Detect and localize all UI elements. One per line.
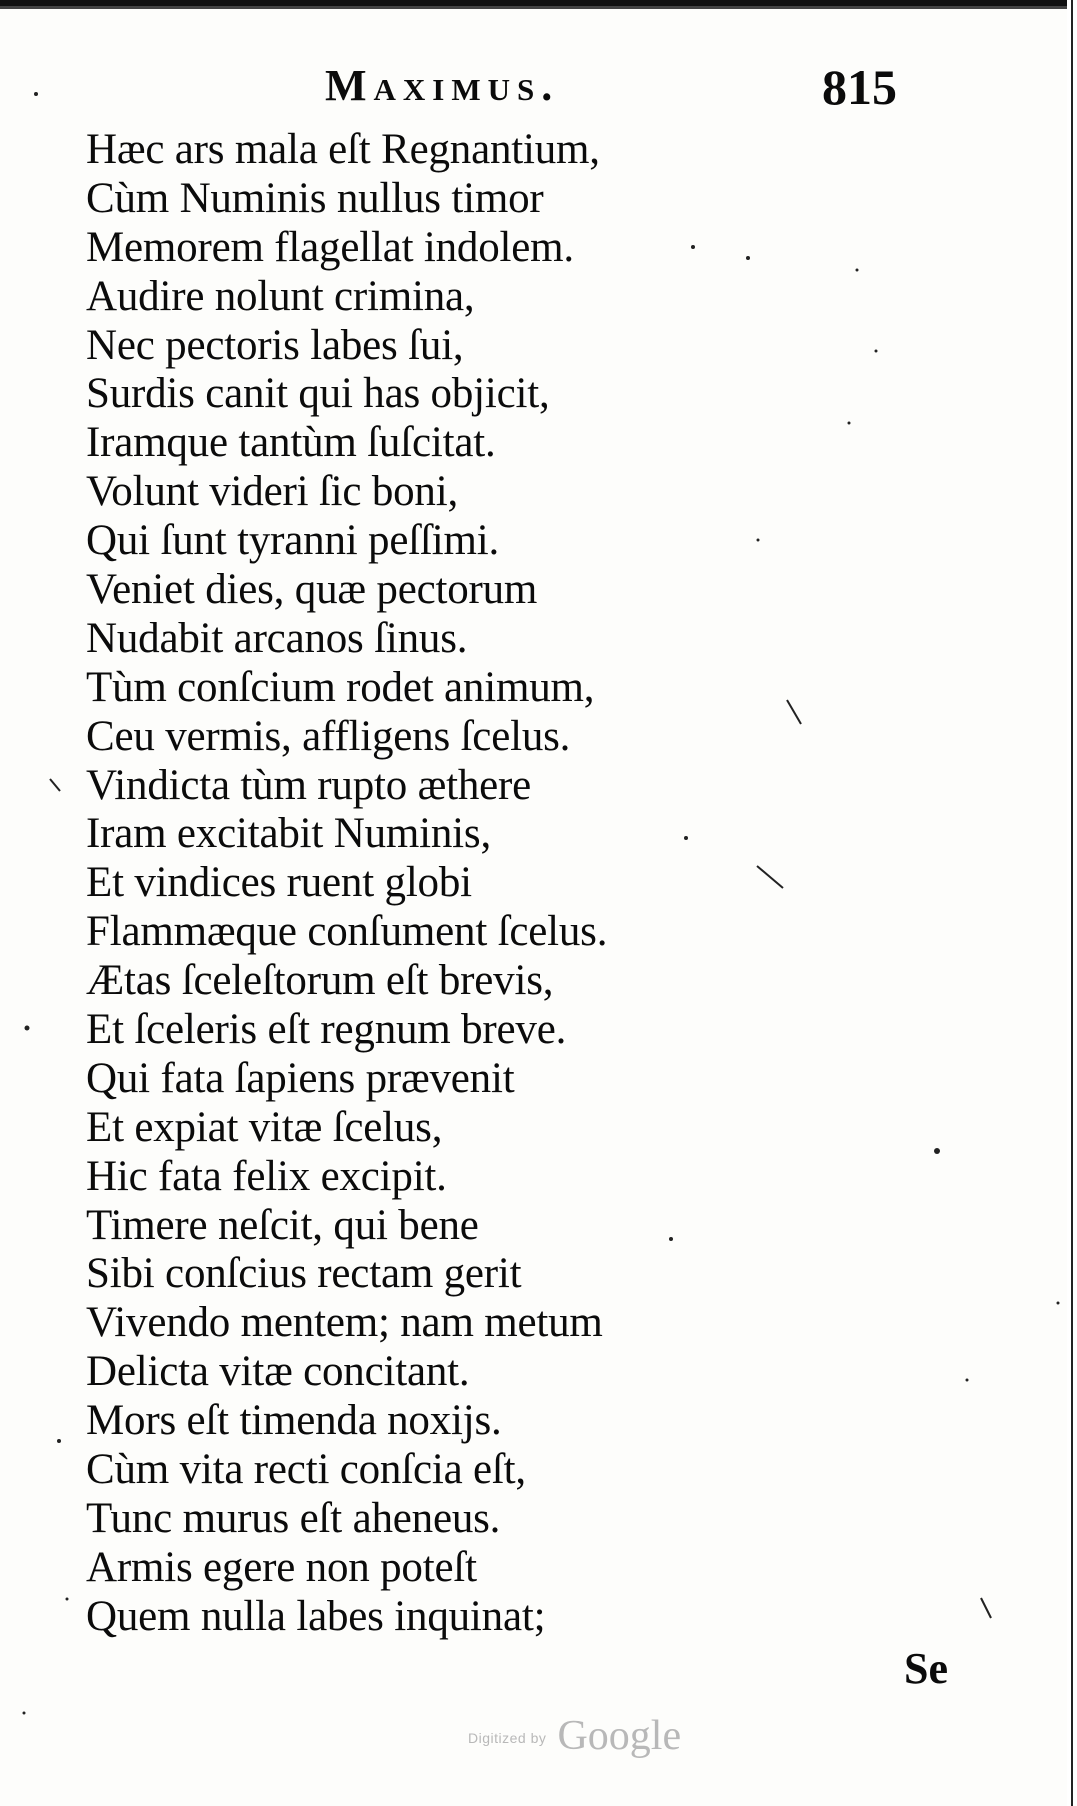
verse-line: Iramque tantùm ſuſcitat. [86, 419, 496, 467]
verse-line: Tunc murus eſt aheneus. [86, 1494, 501, 1542]
verse-line: Et expiat vitæ ſcelus, [86, 1103, 443, 1151]
verse-line: Mors eſt timenda noxijs. [86, 1397, 502, 1445]
top-border-rule [0, 0, 1077, 14]
catchword: Se [904, 1644, 948, 1693]
digitization-watermark [468, 1712, 681, 1760]
verse-line: Cùm Numinis nullus timor [86, 174, 544, 222]
verse-line: Memorem flagellat indolem. [86, 223, 574, 271]
verse-line: Nec pectoris labes ſui, [86, 321, 464, 369]
running-head: Maximus. [325, 61, 560, 110]
page-number: 815 [822, 59, 897, 115]
verse-block [86, 126, 607, 1642]
verse-line: Hæc ars mala eſt Regnantium, [86, 126, 600, 173]
verse-line: Ætas ſceleſtorum eſt brevis, [86, 957, 554, 1005]
page-edge-line [1067, 0, 1077, 1806]
verse-line: Volunt videri ſic boni, [86, 468, 459, 516]
verse-line: Iram excitabit Numinis, [86, 810, 491, 858]
verse-line: Tùm conſcium rodet animum, [86, 663, 595, 711]
verse-line: Delicta vitæ concitant. [86, 1348, 470, 1396]
verse-line: Cùm vita recti conſcia eſt, [86, 1446, 526, 1494]
verse-line: Et vindices ruent globi [86, 859, 472, 907]
verse-line: Vivendo mentem; nam metum [86, 1299, 603, 1347]
verse-line: Armis egere non poteſt [86, 1543, 477, 1591]
verse-line: Surdis canit qui has objicit, [86, 370, 550, 418]
verse-line: Veniet dies, quæ pectorum [86, 566, 538, 614]
verse-line: Et ſceleris eſt regnum breve. [86, 1006, 567, 1054]
verse-line: Quem nulla labes inquinat; [86, 1592, 546, 1640]
verse-line: Vindicta tùm rupto æthere [86, 761, 532, 809]
watermark-prefix: Digitized by [468, 1730, 547, 1746]
watermark-brand: Google [557, 1713, 682, 1759]
verse-line: Qui ſunt tyranni peſſimi. [86, 517, 500, 565]
verse-line: Sibi conſcius rectam gerit [86, 1250, 522, 1298]
verse-line: Qui fata ſapiens prævenit [86, 1054, 515, 1102]
verse-line: Audire nolunt crimina, [86, 272, 475, 320]
verse-line: Hic fata felix excipit. [86, 1152, 447, 1200]
verse-line: Ceu vermis, affligens ſcelus. [86, 712, 571, 760]
verse-line: Flammæque conſument ſcelus. [86, 908, 608, 956]
verse-line: Timere neſcit, qui bene [86, 1201, 479, 1249]
verse-line: Nudabit arcanos ſinus. [86, 614, 468, 662]
